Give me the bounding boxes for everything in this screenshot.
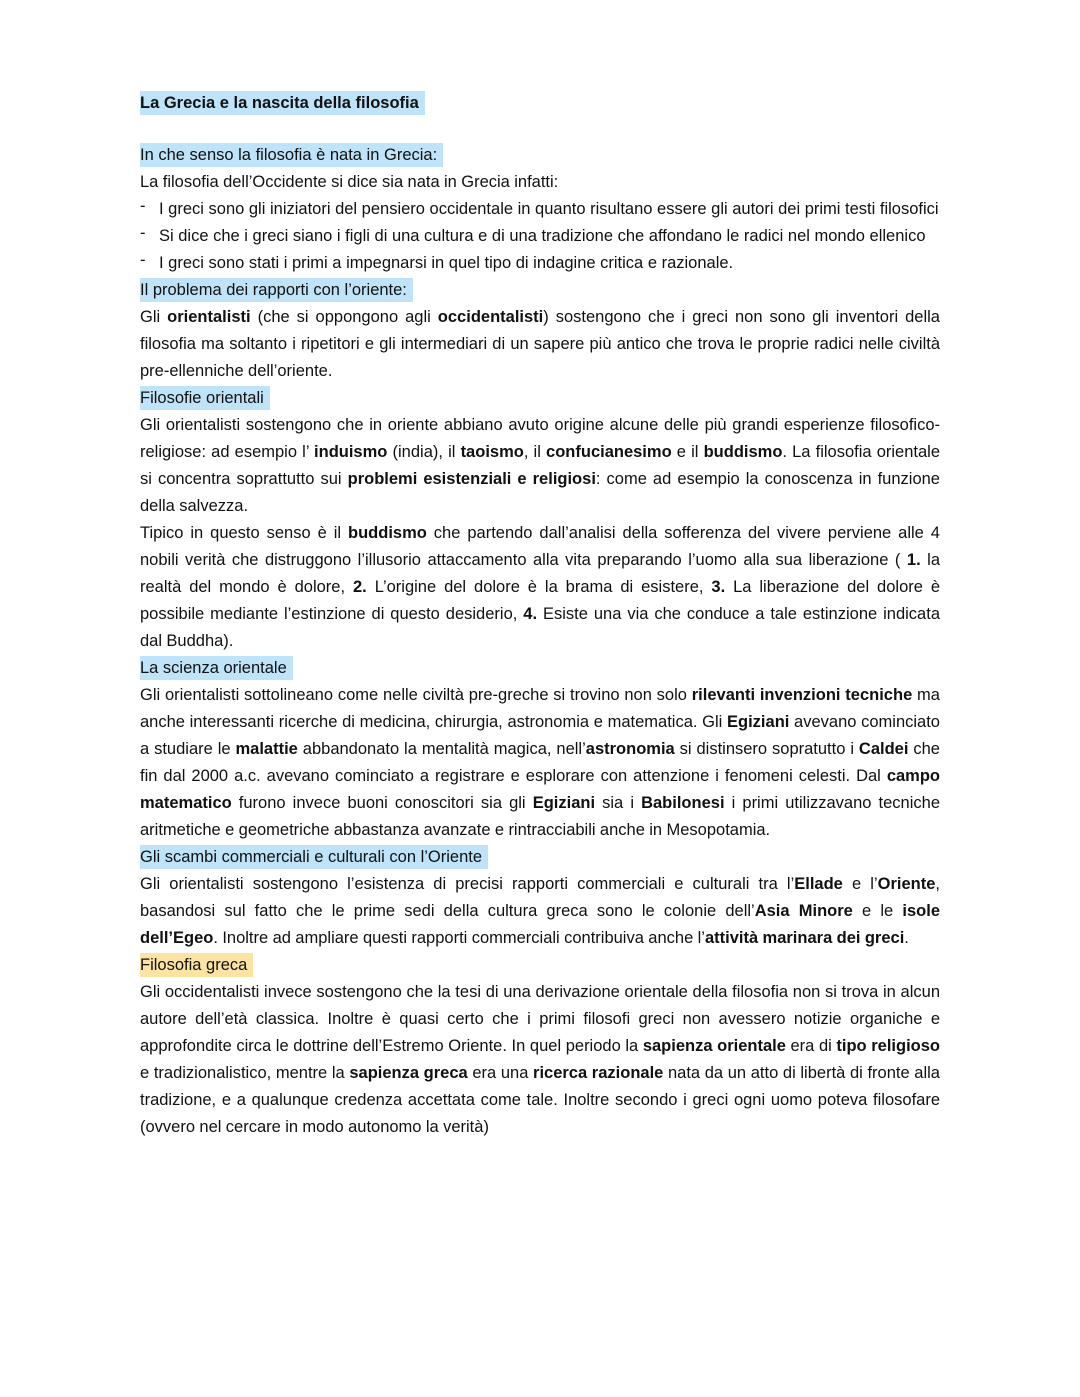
- paragraph: Tipico in questo senso è il buddismo che partendo dall’analisi della sofferenza del vivere perviene alle 4 nobili verità che distruggono l’illusorio attaccamento alla vita preparando l’uomo alla sua liberazione ( 1. la realtà del mondo è dolore, 2. L’origine del dolore è la brama di esistere, 3. La liberazione del dolore è possibile mediante l’estinzione di questo desiderio, 4. Esiste una via che conduce a tale estinzione indicata dal Buddha).: [140, 524, 941, 650]
- paragraph: Gli orientalisti sostengono che in oriente abbiano avuto origine alcune delle più grandi esperienze filosofico-religiose: ad esempio l’ induismo (india), il taoismo, il confucianesimo e il buddismo. La filosofia orientale si concentra soprattutto sui problemi esistenziali e religiosi: come ad esempio la conoscenza in funzione della salvezza.: [140, 416, 940, 515]
- list-item: - I greci sono stati i primi a impegnarsi in quel tipo di indagine critica e razionale.: [140, 250, 940, 277]
- section-heading-trade-exchanges: Gli scambi commerciali e culturali con l’Oriente: [140, 844, 940, 871]
- document-page: [140, 89, 940, 1141]
- paragraph: Gli orientalisti (che si oppongono agli occidentalisti) sostengono che i greci non sono gli inventori della filosofia ma soltanto i ripetitori e gli intermediari di un sapere più antico che trova le proprie radici nelle civiltà pre-ellenniche dell’oriente.: [140, 308, 940, 380]
- section-intro: La filosofia dell’Occidente si dice sia nata in Grecia infatti:: [140, 173, 559, 191]
- section-heading-eastern-science: La scienza orientale: [140, 655, 940, 682]
- paragraph: Gli orientalisti sottolineano come nelle civiltà pre-greche si trovino non solo rilevanti invenzioni tecniche ma anche interessanti ricerche di medicina, chirurgia, astronomia e matematica. Gli Egiziani avevano cominciato a studiare le malattie abbandonato la mentalità magica, nell’astronomia si distinsero sopratutto i Caldei che fin dal 2000 a.c. avevano cominciato a registrare e esplorare con attenzione i fenomeni celesti. Dal campo matematico furono invece buoni conoscitori sia gli Egiziani sia i Babilonesi i primi utilizzavano tecniche aritmetiche e geometriche abbastanza avanzate e rintracciabili anche in Mesopotamia.: [140, 686, 940, 839]
- paragraph: Gli orientalisti sostengono l’esistenza di precisi rapporti commerciali e culturali tra l’Ellade e l’Oriente, basandosi sul fatto che le prime sedi della cultura greca sono le colonie dell’Asia Minore e le isole dell’Egeo. Inoltre ad ampliare questi rapporti commerciali contribuiva anche l’attività marinara dei greci.: [140, 875, 941, 947]
- section-heading-orient-relations: Il problema dei rapporti con l’oriente:: [140, 277, 940, 304]
- title-text: La Grecia e la nascita della filosofia: [140, 91, 425, 115]
- bullet-list: [140, 196, 940, 277]
- document-title: [140, 89, 940, 118]
- section-heading-greek-philosophy: Filosofia greca: [140, 952, 940, 979]
- section-heading-eastern-philosophies: Filosofie orientali: [140, 385, 940, 412]
- list-item: - I greci sono gli iniziatori del pensiero occidentale in quanto risultano essere gli autori dei primi testi filosofici: [140, 196, 940, 223]
- paragraph: Gli occidentalisti invece sostengono che la tesi di una derivazione orientale della filosofia non si trova in alcun autore dell’età classica. Inoltre è quasi certo che i primi filosofi greci non avessero notizie organiche e approfondite circa le dottrine dell’Estremo Oriente. In quel periodo la sapienza orientale era di tipo religioso e tradizionalistico, mentre la sapienza greca era una ricerca razionale nata da un atto di libertà di fronte alla tradizione, e a qualunque credenza accettata come tale. Inoltre secondo i greci ogni uomo poteva filosofare (ovvero nel cercare in modo autonomo la verità): [140, 983, 940, 1136]
- section-heading-origin: In che senso la filosofia è nata in Grecia:: [140, 142, 940, 169]
- list-item: - Si dice che i greci siano i figli di una cultura e di una tradizione che affondano le radici nel mondo ellenico: [140, 223, 940, 250]
